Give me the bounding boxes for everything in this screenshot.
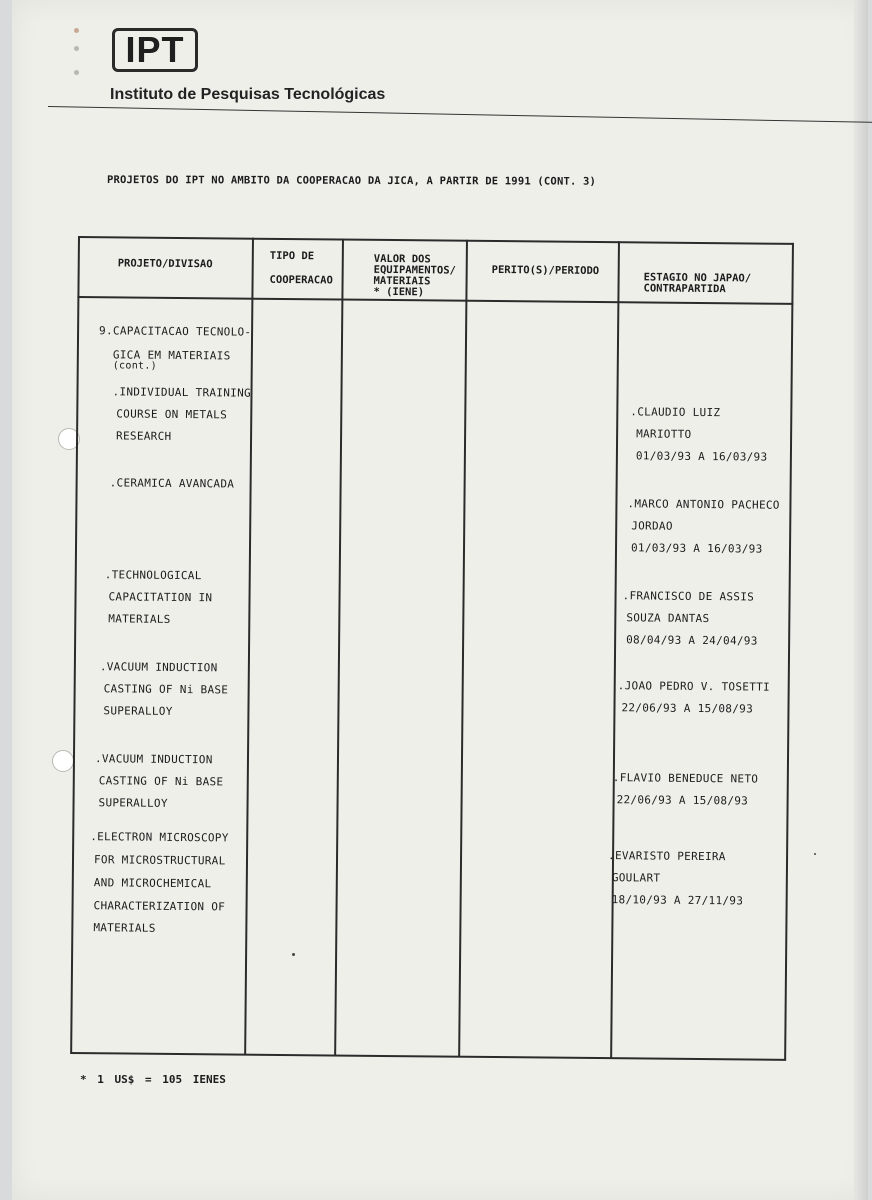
- ink-speck: [814, 853, 816, 855]
- project-title-line1: 9.CAPACITACAO TECNOLO-: [99, 324, 252, 339]
- trainee-period: 01/03/93 A 16/03/93: [635, 449, 768, 464]
- projects-table: [70, 236, 794, 1067]
- header-valor-line2: EQUIPAMENTOS/: [373, 263, 456, 277]
- header-divider: [48, 106, 872, 123]
- project-entry: CAPACITATION IN: [108, 590, 213, 605]
- project-entry: CASTING OF Ni BASE: [98, 774, 224, 789]
- header-valor-line4: * (IENE): [373, 285, 425, 299]
- project-entry: .VACUUM INDUCTION: [94, 752, 213, 767]
- trainee-entry: .FRANCISCO DE ASSIS: [622, 589, 755, 604]
- header-projeto: PROJETO/DIVISAO: [117, 257, 213, 271]
- staple-mark: [74, 28, 79, 33]
- ipt-logo: IPT: [112, 28, 198, 72]
- project-entry: AND MICROCHEMICAL: [93, 876, 212, 891]
- header-estagio-line1: ESTAGIO NO JAPAO/: [643, 271, 752, 285]
- header-tipo-line1: TIPO DE: [269, 249, 315, 263]
- project-entry: CHARACTERIZATION OF: [93, 899, 226, 914]
- table-border-bottom: [70, 1052, 786, 1060]
- page-edge-shadow: [854, 0, 868, 1200]
- document-page: [12, 0, 868, 1200]
- project-entry: COURSE ON METALS: [116, 407, 228, 422]
- trainee-entry: GOULART: [611, 871, 661, 885]
- project-entry: MATERIALS: [108, 612, 171, 626]
- trainee-entry: .JOAO PEDRO V. TOSETTI: [617, 679, 771, 694]
- project-entry: .INDIVIDUAL TRAINING: [112, 385, 252, 400]
- trainee-period: 08/04/93 A 24/04/93: [626, 633, 758, 648]
- trainee-period: 22/06/93 A 15/08/93: [616, 793, 749, 808]
- trainee-period: 01/03/93 A 16/03/93: [630, 541, 763, 556]
- trainee-entry: MARIOTTO: [636, 427, 692, 441]
- trainee-entry: .MARCO ANTONIO PACHECO: [627, 497, 780, 512]
- staple-mark: [74, 46, 79, 51]
- trainee-entry: SOUZA DANTAS: [626, 611, 710, 626]
- trainee-entry: .CLAUDIO LUIZ: [630, 405, 721, 420]
- org-name: Instituto de Pesquisas Tecnológicas: [110, 86, 386, 103]
- project-entry: RESEARCH: [116, 429, 172, 443]
- header-estagio-line2: CONTRAPARTIDA: [643, 282, 726, 296]
- project-entry: SUPERALLOY: [103, 704, 173, 718]
- project-title-line2: GICA EM MATERIAIS: [112, 348, 231, 363]
- column-divider: [458, 240, 467, 1057]
- table-border-left: [70, 236, 79, 1053]
- header-valor-line1: VALOR DOS: [373, 252, 431, 266]
- header-valor-line3: MATERIAIS: [373, 274, 431, 288]
- project-entry: SUPERALLOY: [98, 796, 168, 810]
- header-perito: PERITO(S)/PERIODO: [491, 263, 600, 278]
- project-entry: FOR MICROSTRUCTURAL: [93, 853, 226, 868]
- column-divider: [244, 238, 253, 1055]
- trainee-entry: JORDAO: [631, 519, 673, 533]
- trainee-period: 18/10/93 A 27/11/93: [611, 893, 744, 908]
- header-separator: [77, 296, 793, 304]
- project-entry: .ELECTRON MICROSCOPY: [90, 830, 229, 845]
- project-title-line3: (cont.): [112, 360, 158, 372]
- project-entry: CASTING OF Ni BASE: [103, 682, 229, 697]
- project-entry: MATERIALS: [93, 921, 156, 935]
- header-tipo-line2: COOPERACAO: [269, 273, 333, 287]
- table-border-top: [78, 236, 794, 244]
- column-divider: [610, 241, 619, 1058]
- page-title: PROJETOS DO IPT NO AMBITO DA COOPERACAO DA JICA, A PARTIR DE 1991 (CONT. 3): [106, 174, 597, 188]
- project-entry: .CERAMICA AVANCADA: [109, 476, 235, 491]
- punch-hole: [52, 750, 74, 772]
- project-entry: .VACUUM INDUCTION: [99, 660, 218, 675]
- project-entry: .TECHNOLOGICAL: [104, 568, 202, 583]
- footnote: * 1 US$ = 105 IENES: [80, 1073, 226, 1086]
- trainee-entry: .EVARISTO PEREIRA: [608, 849, 726, 864]
- ink-speck: [292, 953, 295, 956]
- staple-mark: [74, 70, 79, 75]
- column-divider: [334, 239, 343, 1056]
- trainee-period: 22/06/93 A 15/08/93: [621, 701, 754, 716]
- trainee-entry: .FLAVIO BENEDUCE NETO: [612, 771, 759, 786]
- table-border-right: [784, 243, 793, 1060]
